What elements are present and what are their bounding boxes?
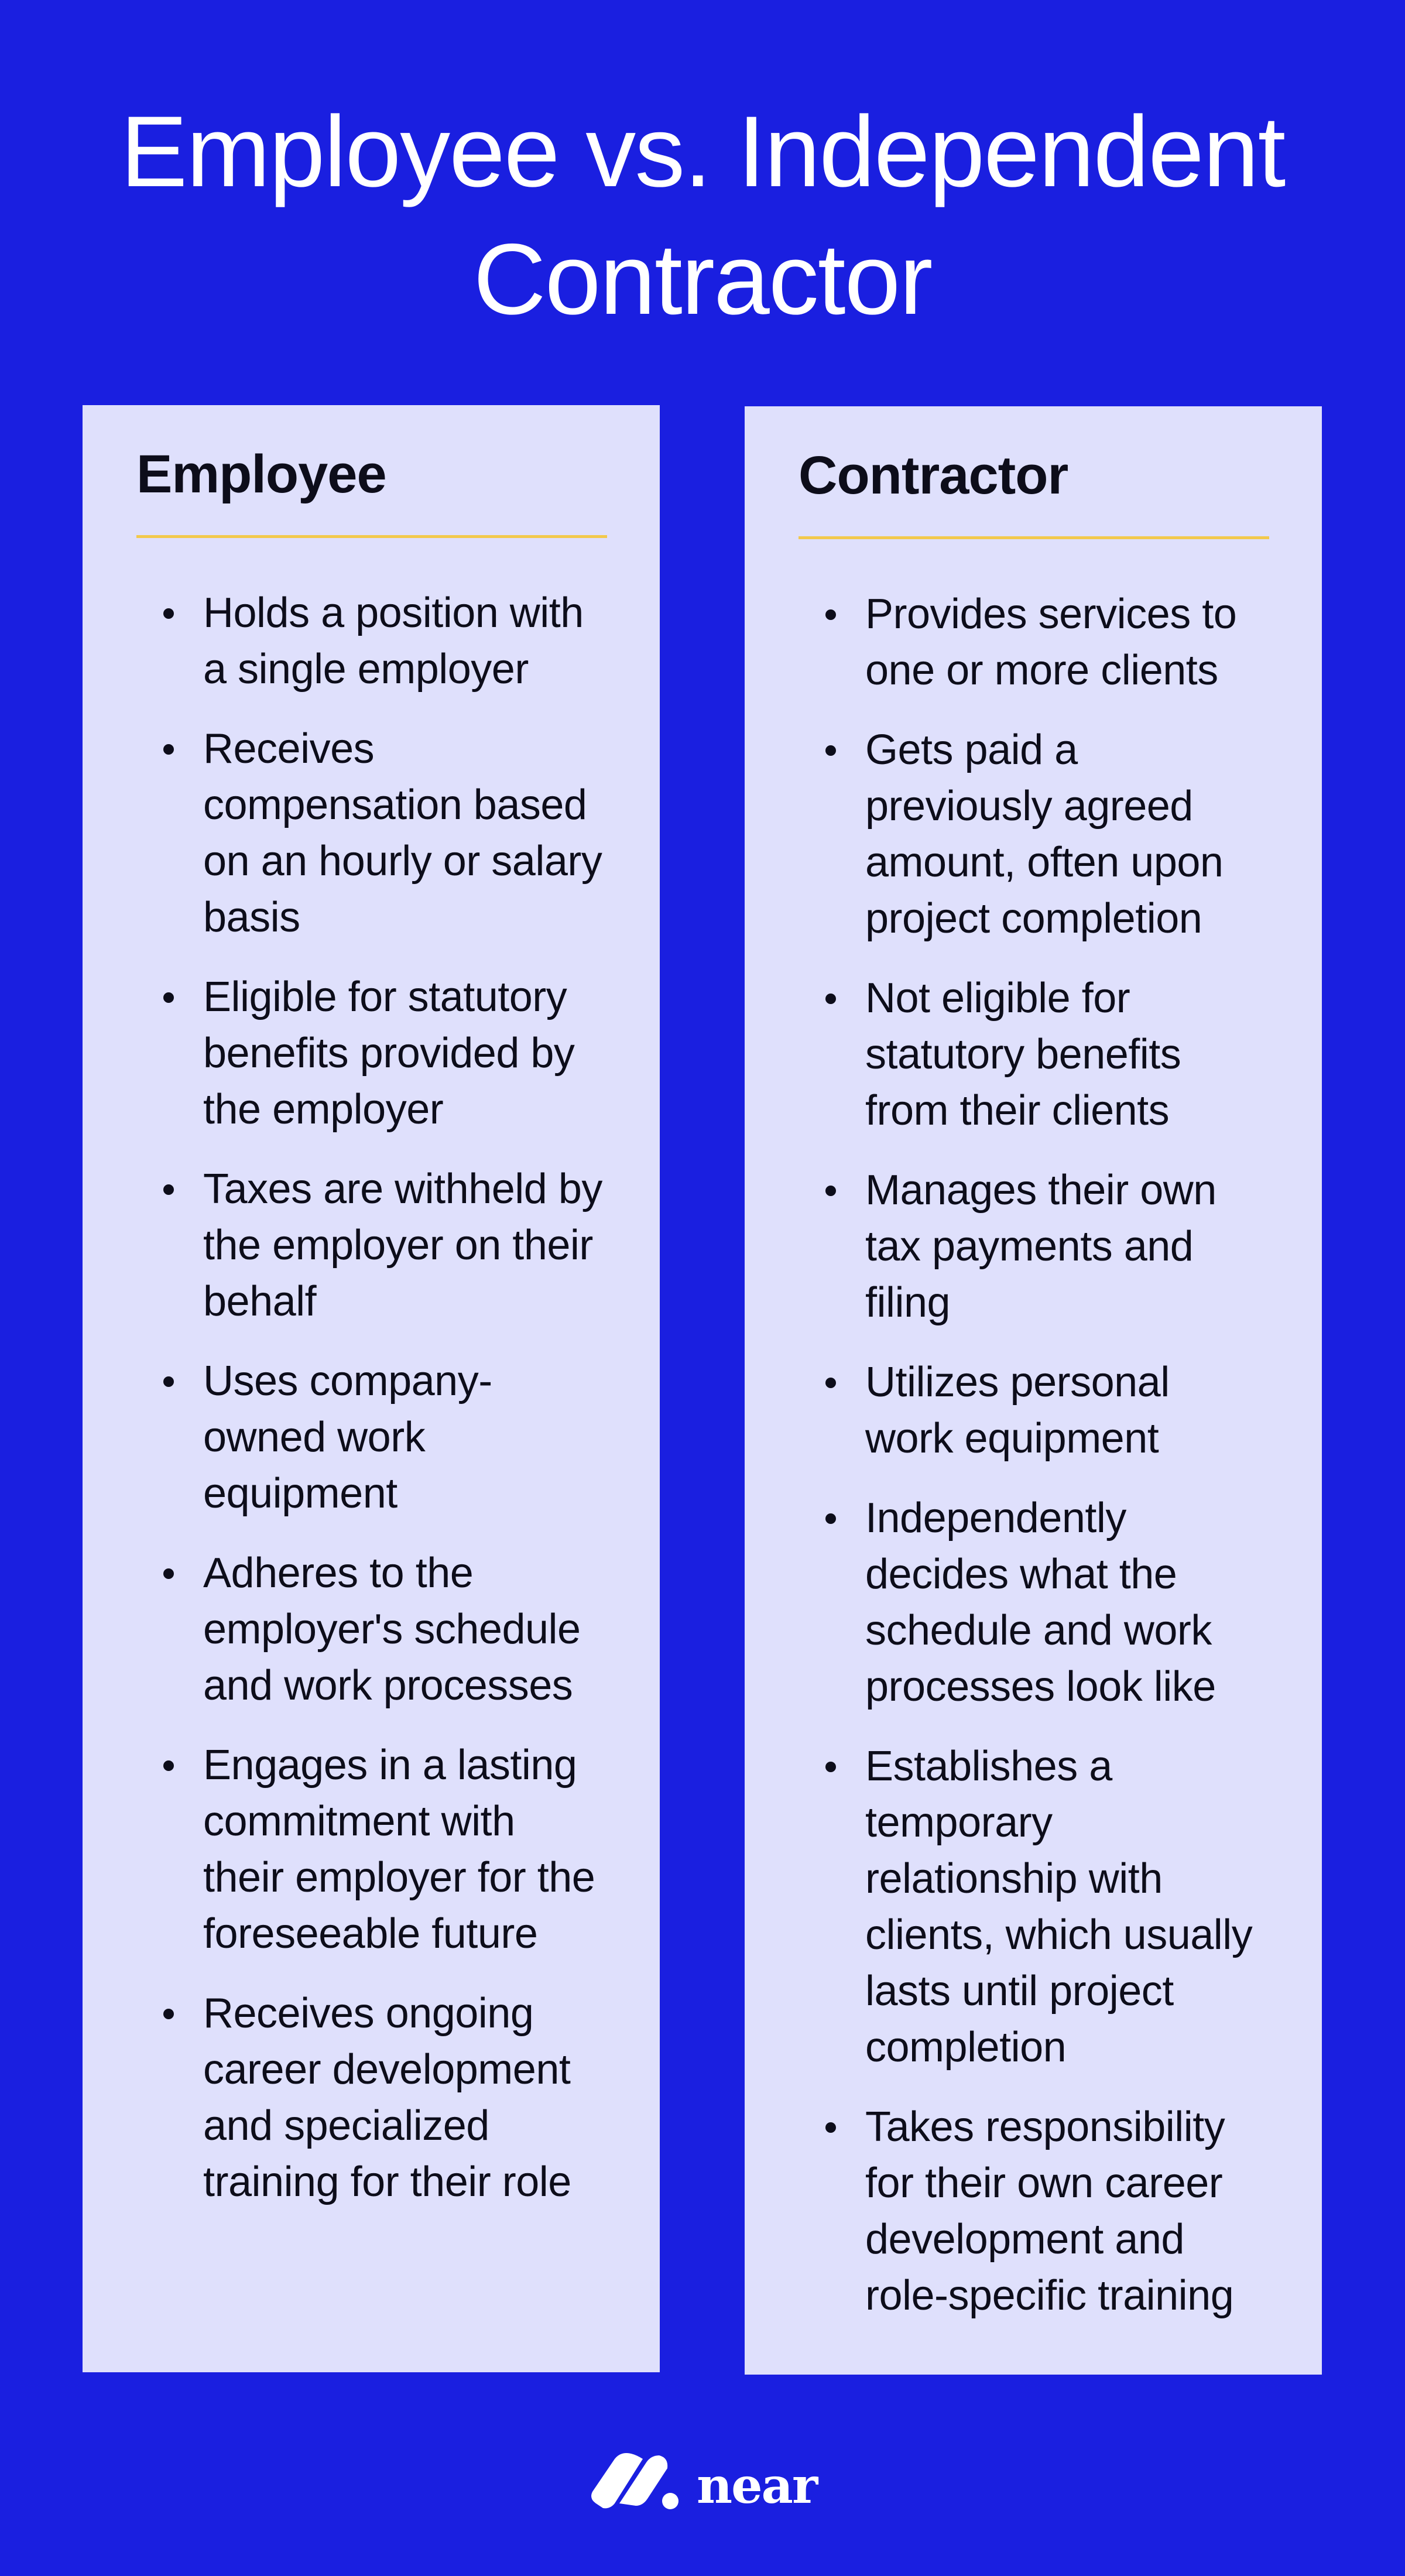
list-item-text: Engages in a lasting commitment with their employer for the foreseeable future xyxy=(203,1742,595,1957)
bullet-icon xyxy=(825,2122,836,2133)
bullet-icon xyxy=(825,994,836,1004)
employee-list xyxy=(136,585,606,2210)
list-item-text: Manages their own tax payments and filing xyxy=(865,1167,1216,1326)
list-item-text: Utilizes personal work equipment xyxy=(865,1359,1170,1462)
bullet-icon xyxy=(163,1376,174,1387)
near-logo-icon xyxy=(584,2445,679,2510)
list-item xyxy=(136,585,606,697)
list-item xyxy=(799,1490,1268,1715)
list-item-text: Holds a position with a single employer xyxy=(203,590,584,693)
bullet-icon xyxy=(825,1378,836,1388)
bullet-icon xyxy=(825,609,836,620)
list-item-text: Taxes are withheld by the employer on their behalf xyxy=(203,1166,602,1325)
list-item xyxy=(136,1985,606,2210)
list-item-text: Uses company-owned work equipment xyxy=(203,1358,492,1517)
bullet-icon xyxy=(163,1760,174,1771)
list-item-text: Takes responsibility for their own career development and role-specific training xyxy=(865,2104,1234,2319)
list-item-text: Independently decides what the schedule and work processes look like xyxy=(865,1495,1216,1710)
bullet-icon xyxy=(825,1186,836,1196)
bullet-icon xyxy=(163,744,174,755)
page-title-line-1: Employee vs. Independent xyxy=(120,95,1285,208)
bullet-icon xyxy=(163,1184,174,1195)
list-item xyxy=(799,1162,1268,1331)
contractor-heading: Contractor xyxy=(799,446,1068,505)
employee-heading-divider xyxy=(136,535,607,538)
page-title-line-2: Contractor xyxy=(473,223,932,335)
list-item-text: Receives compensation based on an hourly or salary basis xyxy=(203,725,602,941)
list-item-text: Receives ongoing career development and specialized training for their role xyxy=(203,1990,571,2205)
contractor-heading-divider xyxy=(799,536,1269,539)
bullet-icon xyxy=(163,992,174,1003)
list-item-text: Eligible for statutory benefits provided by the employer xyxy=(203,974,575,1133)
list-item xyxy=(136,1545,606,1714)
bullet-icon xyxy=(825,1513,836,1524)
list-item xyxy=(136,1737,606,1962)
list-item xyxy=(136,969,606,1138)
page-title xyxy=(0,88,1405,343)
employee-card xyxy=(83,405,660,2372)
list-item-text: Provides services to one or more clients xyxy=(865,591,1237,694)
bullet-icon xyxy=(825,1762,836,1772)
list-item xyxy=(136,1161,606,1330)
contractor-list xyxy=(799,586,1268,2324)
near-logo xyxy=(584,2445,817,2515)
list-item xyxy=(136,1353,606,1522)
list-item xyxy=(799,970,1268,1139)
employee-heading: Employee xyxy=(136,444,386,504)
bullet-icon xyxy=(163,608,174,619)
list-item xyxy=(136,721,606,946)
list-item-text: Establishes a temporary relationship with clients, which usually lasts until project completion xyxy=(865,1743,1253,2071)
list-item xyxy=(799,586,1268,698)
bullet-icon xyxy=(163,2009,174,2019)
bullet-icon xyxy=(825,745,836,756)
list-item-text: Not eligible for statutory benefits from their clients xyxy=(865,975,1181,1134)
list-item xyxy=(799,2099,1268,2324)
contractor-card xyxy=(745,406,1322,2375)
logo-text: near xyxy=(697,2457,817,2515)
list-item xyxy=(799,1738,1268,2075)
bullet-icon xyxy=(163,1568,174,1579)
list-item-text: Adheres to the employer's schedule and work processes xyxy=(203,1550,581,1709)
list-item xyxy=(799,722,1268,947)
list-item-text: Gets paid a previously agreed amount, often upon project completion xyxy=(865,727,1224,942)
list-item xyxy=(799,1354,1268,1467)
